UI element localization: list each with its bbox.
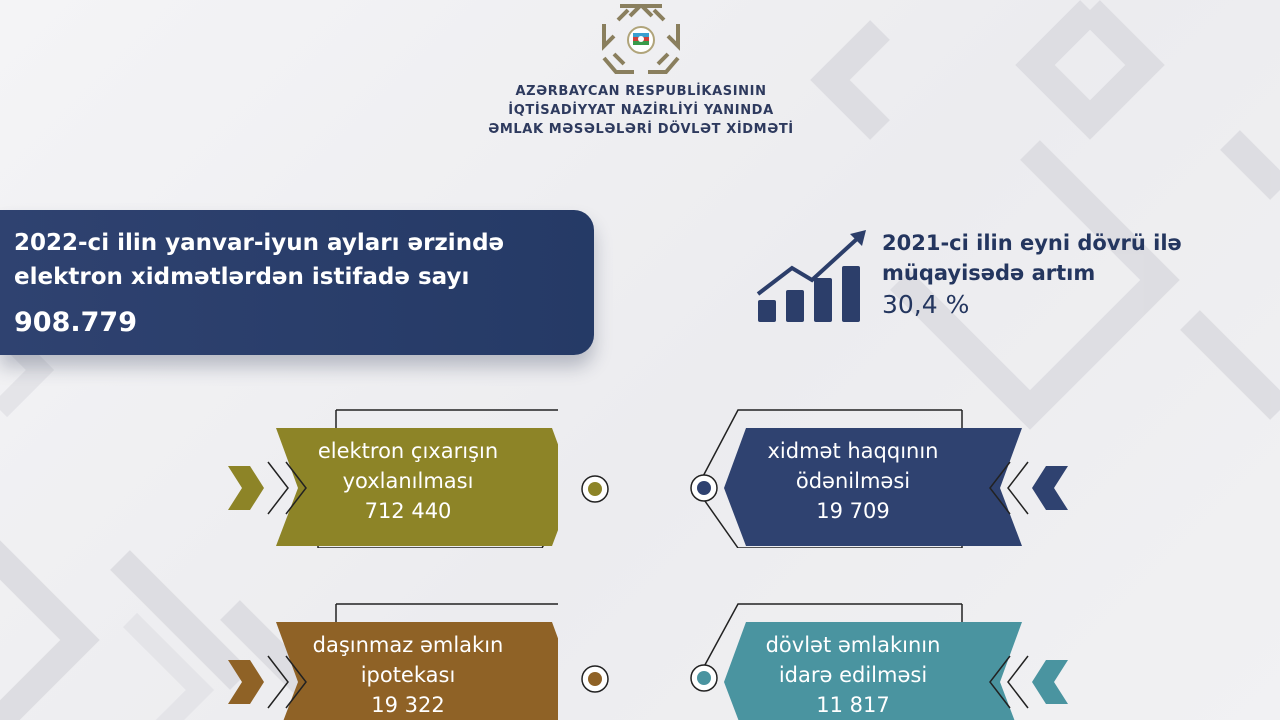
circle-dot-icon bbox=[580, 664, 610, 694]
card-text bbox=[748, 436, 958, 526]
card-text bbox=[748, 630, 958, 720]
organization-name bbox=[470, 82, 812, 139]
circle-dot-icon bbox=[580, 474, 610, 504]
banner-line-1: 2022-ci ilin yanvar-iyun ayları ərzində bbox=[14, 230, 505, 256]
growth-line-2: müqayisədə artım bbox=[882, 261, 1096, 285]
org-line-3: ƏMLAK MƏSƏLƏLƏRİ DÖVLƏT XİDMƏTİ bbox=[488, 122, 794, 137]
banner-total: 908.779 bbox=[14, 307, 137, 338]
card-value: 19 322 bbox=[371, 693, 445, 717]
main-statistic-banner bbox=[0, 210, 594, 355]
org-line-2: İQTİSADİYYAT NAZİRLİYİ YANINDA bbox=[508, 103, 774, 118]
card-line-2: yoxlanılması bbox=[342, 469, 474, 493]
card-state-property-management bbox=[688, 602, 1018, 720]
emblem-logo bbox=[600, 2, 682, 80]
card-line-1: daşınmaz əmlakın bbox=[312, 633, 504, 657]
card-value: 712 440 bbox=[364, 499, 452, 523]
growth-summary bbox=[882, 228, 1182, 319]
banner-line-2: elektron xidmətlərdən istifadə sayı bbox=[14, 264, 470, 290]
org-line-1: AZƏRBAYCAN RESPUBLİKASININ bbox=[515, 84, 767, 99]
card-line-1: xidmət haqqının bbox=[767, 439, 939, 463]
card-text bbox=[298, 436, 518, 526]
card-value: 19 709 bbox=[816, 499, 890, 523]
card-electronic-extract bbox=[228, 408, 558, 548]
card-line-2: ödənilməsi bbox=[795, 469, 911, 493]
growth-percent: 30,4 % bbox=[882, 290, 970, 319]
card-value: 11 817 bbox=[816, 693, 890, 717]
card-real-estate-mortgage bbox=[228, 602, 558, 720]
card-line-2: idarə edilməsi bbox=[778, 663, 928, 687]
card-line-1: dövlət əmlakının bbox=[765, 633, 941, 657]
growth-line-1: 2021-ci ilin eyni dövrü ilə bbox=[882, 231, 1182, 255]
card-line-1: elektron çıxarışın bbox=[317, 439, 499, 463]
card-service-fee-payment bbox=[688, 408, 1018, 548]
growth-chart-icon bbox=[752, 228, 872, 328]
card-line-2: ipotekası bbox=[360, 663, 456, 687]
card-text bbox=[298, 630, 518, 720]
